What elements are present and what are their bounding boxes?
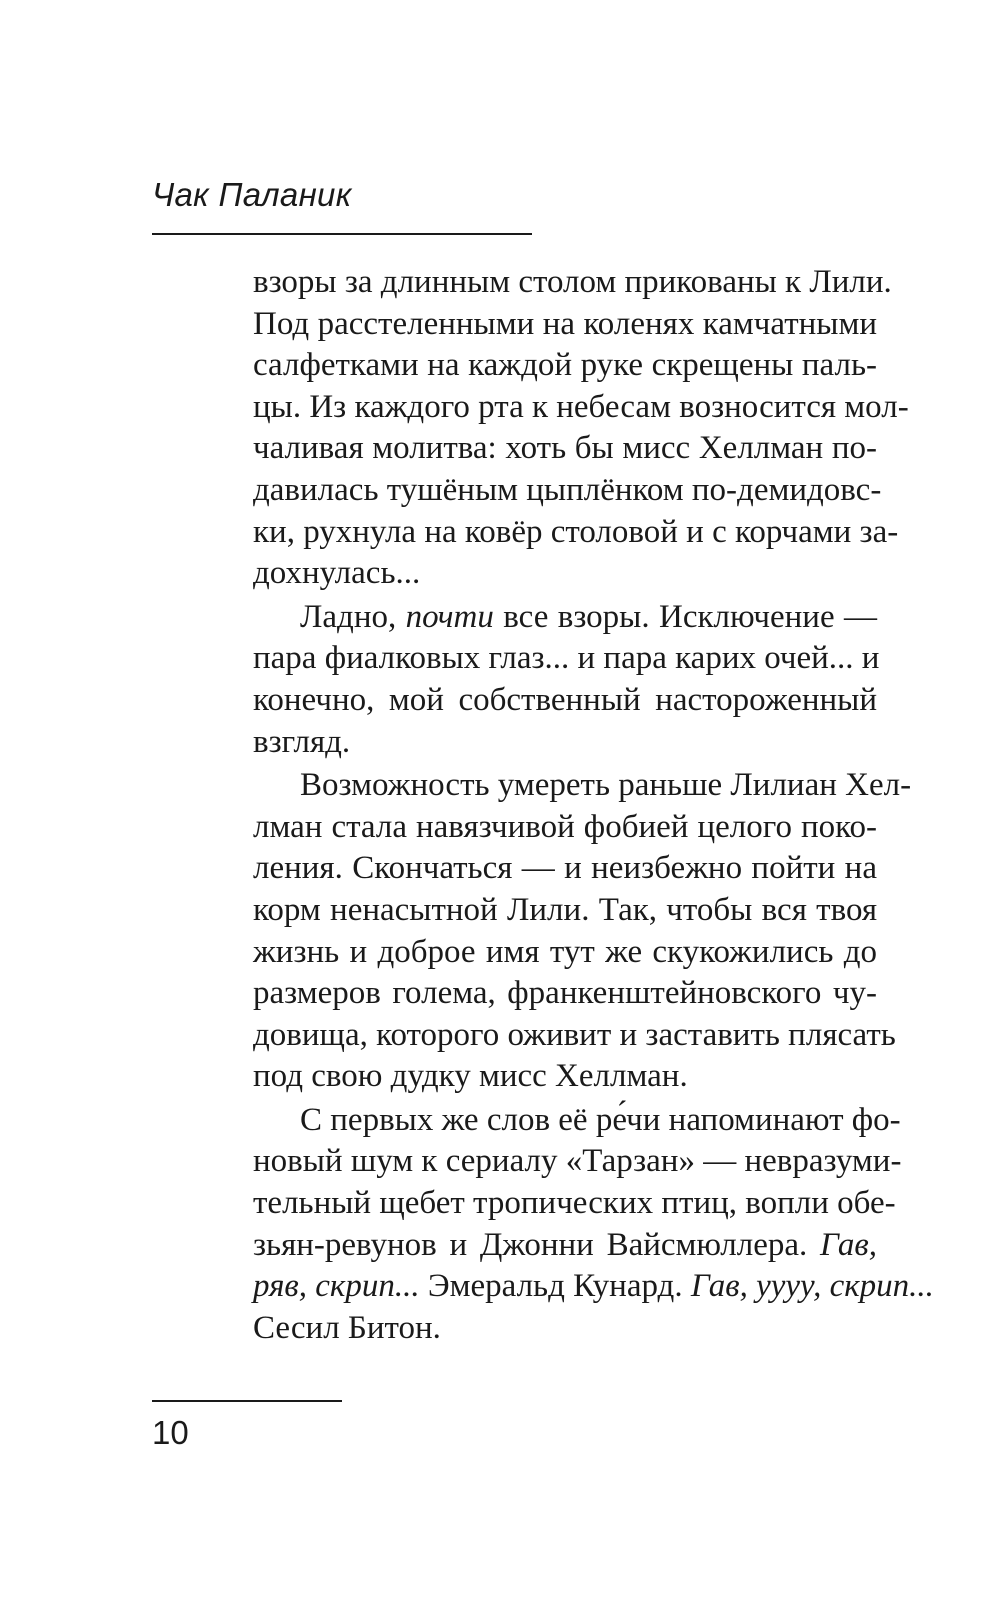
page-number: 10 xyxy=(152,1414,189,1451)
paragraph-3 xyxy=(253,765,912,1098)
text-line: жизнь и доброе имя тут же скукожились до xyxy=(253,933,877,970)
text-line xyxy=(253,597,877,639)
emphasis: почти xyxy=(405,598,494,635)
text-line: ки, рухнула на ковёр столовой и с корчами за- xyxy=(253,513,899,550)
text-line: Сесил Битон. xyxy=(253,1309,441,1346)
text-line: новый шум к сериалу «Тарзан» — невразуми- xyxy=(253,1143,902,1180)
running-head-author: Чак Паланик xyxy=(152,176,352,213)
emphasis: Гав, уууу, скрип... xyxy=(690,1268,934,1305)
text-line: размеров голема, франкенштейновского чу- xyxy=(253,975,877,1012)
text-line: корм ненасытной Лили. Так, чтобы вся твоя xyxy=(253,891,877,928)
text-line: взгляд. xyxy=(253,723,351,760)
text-line: Под расстеленными на коленях камчатными xyxy=(253,305,877,342)
emphasis: ряв, скрип... xyxy=(253,1268,420,1305)
body-text xyxy=(253,262,934,1349)
paragraph-1 xyxy=(253,262,909,595)
text-line xyxy=(253,1225,877,1267)
paragraph-2 xyxy=(253,597,880,763)
paragraph-4 xyxy=(253,1100,934,1350)
text-line: Возможность умереть раньше Лилиан Хел- xyxy=(300,767,912,804)
text-line: ления. Скончаться — и неизбежно пойти на xyxy=(253,850,877,887)
text-run: Ладно, xyxy=(300,598,406,635)
text-run: зьян-ревунов и Джонни Вайсмюллера. xyxy=(253,1226,820,1263)
text-line: под свою дудку мисс Хеллман. xyxy=(253,1058,688,1095)
header-rule xyxy=(152,233,532,235)
text-line: чаливая молитва: хоть бы мисс Хеллман по- xyxy=(253,430,877,467)
text-line: салфетками на каждой руке скрещены паль- xyxy=(253,347,877,384)
text-line: цы. Из каждого рта к небесам возносится мол- xyxy=(253,388,909,425)
text-line: взоры за длинным столом прикованы к Лили. xyxy=(253,264,892,300)
text-run: все взоры. Исключение — xyxy=(493,598,877,635)
text-line: давилась тушёным цыплёнком по-демидовс- xyxy=(253,471,882,508)
text-line: тельный щебет тропических птиц, вопли обе- xyxy=(253,1185,896,1222)
text-line: пара фиалковых глаз... и пара карих очей... и xyxy=(253,640,880,677)
footer-rule xyxy=(152,1400,342,1402)
text-line: лман стала навязчивой фобией целого поко- xyxy=(253,808,877,845)
text-line: довища, которого оживит и заставить плясать xyxy=(253,1016,896,1053)
text-line: С первых же слов её ре́чи напоминают фо- xyxy=(300,1101,901,1138)
emphasis: Гав, xyxy=(819,1226,877,1263)
text-line: дохнулась... xyxy=(253,555,421,592)
text-line: конечно, мой собственный настороженный xyxy=(253,681,877,718)
text-line xyxy=(253,1266,934,1308)
text-run: Эмеральд Кунард. xyxy=(419,1268,691,1305)
